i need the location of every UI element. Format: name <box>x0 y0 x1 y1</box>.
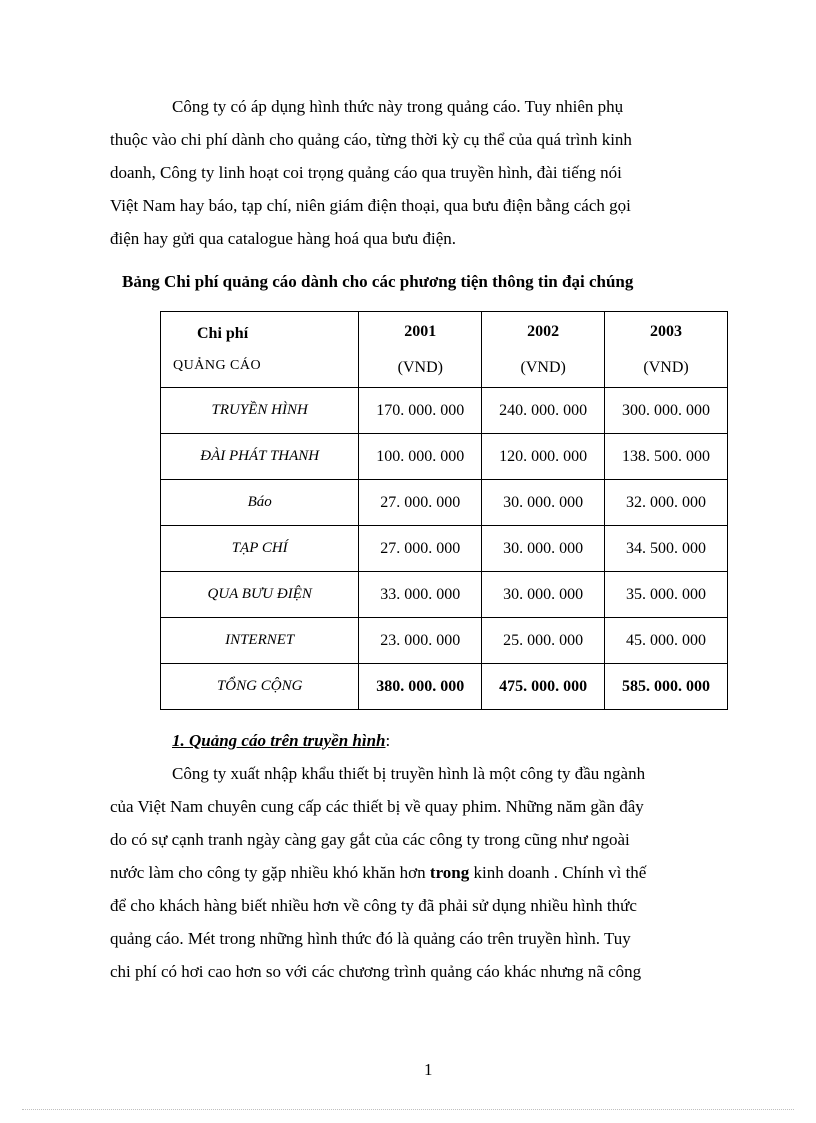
value-cell: 100. 000. 000 <box>359 434 482 480</box>
value-cell: 34. 500. 000 <box>605 526 728 572</box>
section-line-bold: trong <box>429 863 470 882</box>
header-label-main: Chi phí <box>197 324 249 342</box>
total-value-cell: 380. 000. 000 <box>359 664 482 710</box>
footer-divider <box>22 1109 794 1110</box>
header-unit: (VND) <box>643 358 689 376</box>
intro-line: doanh, Công ty linh hoạt coi trọng quảng cáo qua truyền hình, đài tiếng nói <box>110 163 622 182</box>
header-year-cell <box>359 312 482 388</box>
section-line-before: nước làm cho công ty gặp nhiều khó khăn hơn <box>110 863 430 882</box>
header-year: 2001 <box>404 322 437 340</box>
table-row <box>161 434 728 480</box>
section-line: của Việt Nam chuyên cung cấp các thiết bị về quay phim. Những năm gần đây <box>110 797 644 816</box>
header-year: 2003 <box>650 322 683 340</box>
value-cell: 45. 000. 000 <box>605 618 728 664</box>
table-caption: Bảng Chi phí quảng cáo dành cho các phương tiện thông tin đại chúng <box>122 272 634 291</box>
section-line <box>110 856 730 889</box>
value-cell: 120. 000. 000 <box>482 434 605 480</box>
category-cell: Báo <box>161 480 359 526</box>
value-cell: 300. 000. 000 <box>605 388 728 434</box>
section-line: do có sự cạnh tranh ngày càng gay gắt của các công ty trong cũng như ngoài <box>110 830 630 849</box>
intro-line: Việt Nam hay báo, tạp chí, niên giám điện thoại, qua bưu điện bằng cách gọi <box>110 196 631 215</box>
advertising-cost-table <box>160 311 728 710</box>
header-year: 2002 <box>527 322 560 340</box>
table-row <box>161 618 728 664</box>
total-label-cell: TỔNG CỘNG <box>161 664 359 710</box>
category-cell: TẠP CHÍ <box>161 526 359 572</box>
category-cell: ĐÀI PHÁT THANH <box>161 434 359 480</box>
section-line: chi phí có hơi cao hơn so với các chương trình quảng cáo khác nhưng nã công <box>110 962 642 981</box>
table-row <box>161 526 728 572</box>
section-line: Công ty xuất nhập khẩu thiết bị truyền hình là một công ty đầu ngành <box>172 764 646 783</box>
total-value-cell: 475. 000. 000 <box>482 664 605 710</box>
header-unit: (VND) <box>520 358 566 376</box>
value-cell: 30. 000. 000 <box>482 572 605 618</box>
category-cell: INTERNET <box>161 618 359 664</box>
header-label-cell <box>161 312 359 388</box>
section-paragraph <box>110 757 730 988</box>
value-cell: 30. 000. 000 <box>482 526 605 572</box>
table-total-row <box>161 664 728 710</box>
section-line: để cho khách hàng biết nhiều hơn về công ty đã phải sử dụng nhiều hình thức <box>110 896 637 915</box>
value-cell: 138. 500. 000 <box>605 434 728 480</box>
total-value-cell: 585. 000. 000 <box>605 664 728 710</box>
table-row <box>161 388 728 434</box>
section-line-after: kinh doanh . Chính vì thế <box>469 863 647 882</box>
table-header-row <box>161 312 728 388</box>
page-number: 1 <box>424 1060 433 1079</box>
intro-line: điện hay gửi qua catalogue hàng hoá qua bưu điện. <box>110 229 457 248</box>
category-cell: TRUYỀN HÌNH <box>161 388 359 434</box>
section-line: quảng cáo. Mét trong những hình thức đó là quảng cáo trên truyền hình. Tuy <box>110 929 631 948</box>
value-cell: 170. 000. 000 <box>359 388 482 434</box>
section-heading-colon: : <box>385 731 391 750</box>
intro-line: Công ty có áp dụng hình thức này trong quảng cáo. Tuy nhiên phụ <box>172 97 624 116</box>
value-cell: 35. 000. 000 <box>605 572 728 618</box>
intro-line: thuộc vào chi phí dành cho quảng cáo, từng thời kỳ cụ thể của quá trình kinh <box>110 130 632 149</box>
table-row <box>161 572 728 618</box>
header-year-cell <box>605 312 728 388</box>
value-cell: 240. 000. 000 <box>482 388 605 434</box>
value-cell: 32. 000. 000 <box>605 480 728 526</box>
value-cell: 33. 000. 000 <box>359 572 482 618</box>
header-year-cell <box>482 312 605 388</box>
header-label-sub: QUẢNG CÁO <box>173 357 262 373</box>
header-unit: (VND) <box>397 358 443 376</box>
value-cell: 23. 000. 000 <box>359 618 482 664</box>
value-cell: 27. 000. 000 <box>359 480 482 526</box>
value-cell: 25. 000. 000 <box>482 618 605 664</box>
intro-paragraph <box>110 90 730 255</box>
value-cell: 27. 000. 000 <box>359 526 482 572</box>
category-cell: QUA BƯU ĐIỆN <box>161 572 359 618</box>
value-cell: 30. 000. 000 <box>482 480 605 526</box>
section-heading-text: 1. Quảng cáo trên truyền hình <box>172 731 386 750</box>
table-row <box>161 480 728 526</box>
section-heading <box>172 731 390 751</box>
